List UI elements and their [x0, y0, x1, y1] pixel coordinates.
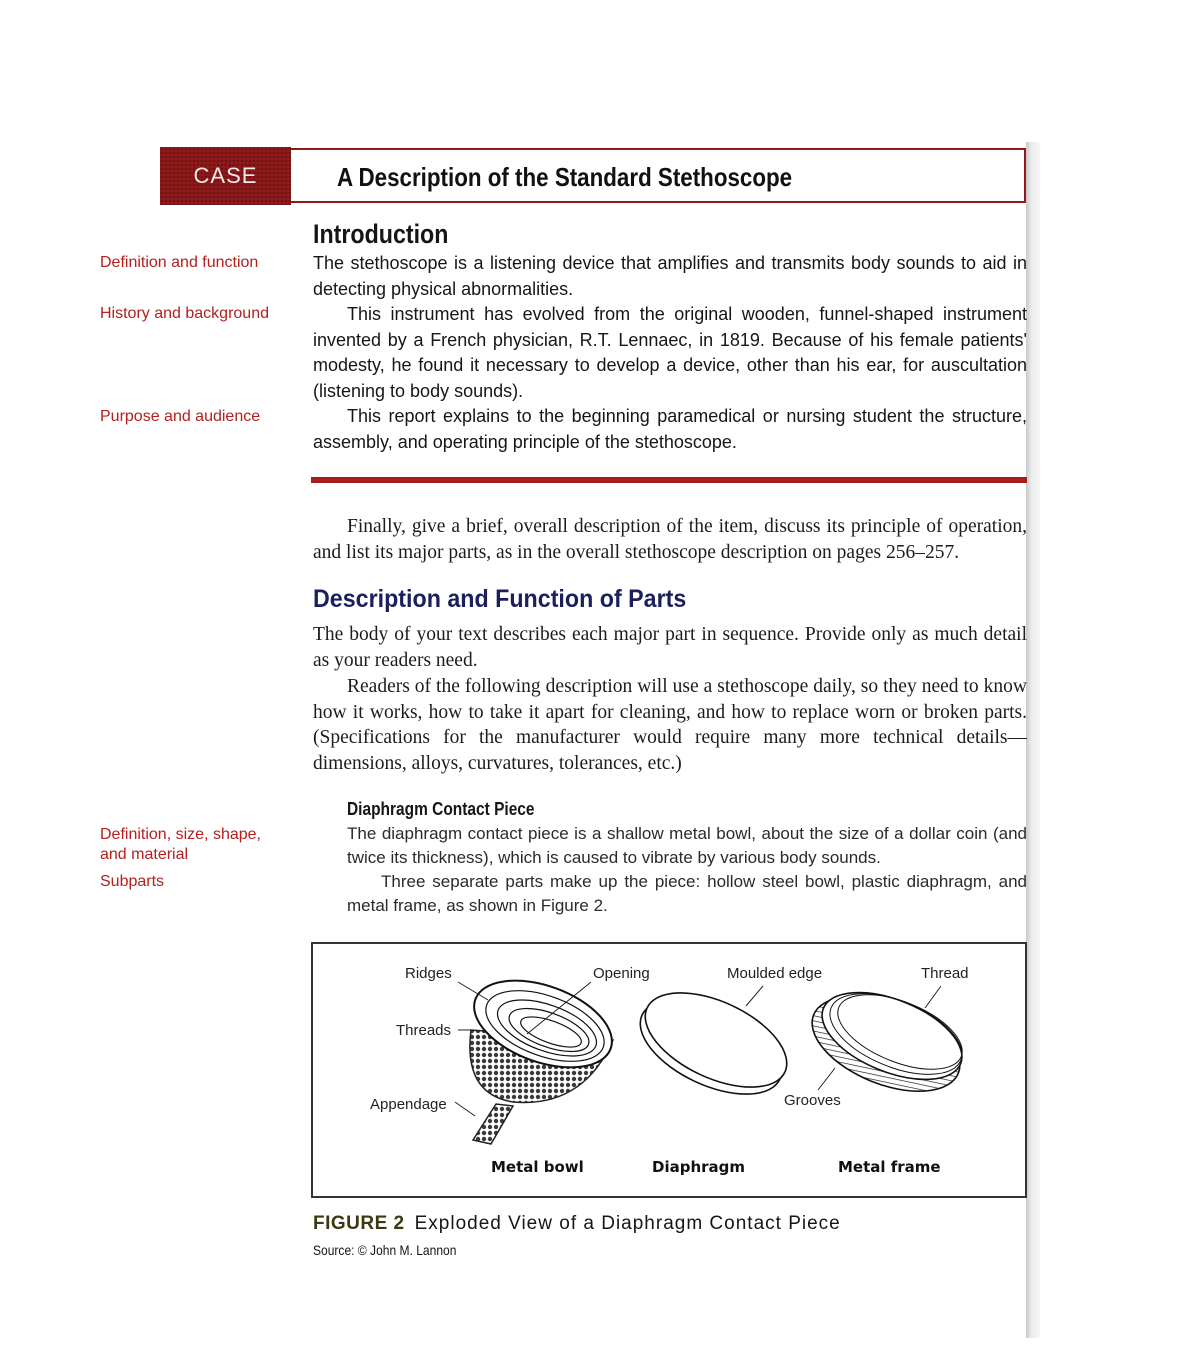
diaphragm-drawing — [626, 973, 801, 1113]
margin-note-subparts: Subparts — [100, 873, 165, 890]
case-title: A Description of the Standard Stethoscope — [337, 162, 793, 192]
part-label-metal-frame: Metal frame — [838, 1158, 941, 1176]
label-moulded-edge: Moulded edge — [727, 965, 823, 982]
diaphragm-paragraph: Three separate parts make up the piece: hollow steel bowl, plastic diaphragm, and metal frame, as shown in Figure 2. — [347, 872, 1027, 915]
finally-paragraph: Finally, give a brief, overall description of the item, discuss its principle of operation, and list its major parts, as in the overall stethoscope description on pages 256–257. — [313, 516, 1027, 563]
margin-note-definition: Definition and function — [100, 254, 259, 271]
intro-paragraph: This report explains to the beginning paramedical or nursing student the structure, assembly, and operating principle of the stethoscope. — [313, 406, 1027, 452]
label-thread: Thread — [921, 965, 969, 982]
diaphragm-heading: Diaphragm Contact Piece — [347, 799, 535, 819]
metal-bowl-drawing — [455, 964, 624, 1144]
label-ridges: Ridges — [405, 965, 452, 982]
figure-source: Source: © John M. Lannon — [313, 1242, 457, 1258]
label-grooves: Grooves — [784, 1092, 841, 1109]
figure-caption — [313, 1213, 841, 1235]
exploded-view-figure — [313, 944, 1025, 1196]
figure-caption-text: Exploded View of a Diaphragm Contact Piece — [414, 1213, 841, 1234]
label-threads: Threads — [396, 1022, 452, 1039]
section-heading: Description and Function of Parts — [313, 585, 687, 613]
part-label-metal-bowl: Metal bowl — [491, 1158, 584, 1176]
margin-note-size-shape: Definition, size, shape, and material — [100, 826, 261, 863]
figure-number: FIGURE 2 — [313, 1213, 405, 1234]
part-label-diaphragm: Diaphragm — [652, 1158, 746, 1176]
case-tab-label: CASE — [193, 163, 258, 188]
margin-note-purpose: Purpose and audience — [100, 408, 261, 425]
body-paragraph: Readers of the following description will use a stethoscope daily, so they need to know how it works, how to take it apart for cleaning, and how to replace worn or broken parts. (Specifications for the manufacturer would require many more technical details—dimensions, alloys, curvatures, tolerances, etc.) — [313, 676, 1027, 775]
section-divider — [311, 477, 1027, 483]
diaphragm-paragraph: The diaphragm contact piece is a shallow metal bowl, about the size of a dollar coin (and twice its thickness), which is caused to vibrate by various body sounds. — [347, 824, 1027, 867]
body-paragraph: The body of your text describes each major part in sequence. Provide only as much detail as your readers need. — [313, 624, 1027, 671]
case-tab — [160, 147, 291, 205]
label-opening: Opening — [593, 965, 650, 982]
metal-frame-drawing — [799, 975, 974, 1110]
label-appendage: Appendage — [370, 1096, 447, 1113]
margin-note-history: History and background — [100, 305, 269, 322]
intro-paragraph: The stethoscope is a listening device that amplifies and transmits body sounds to aid in detecting physical abnormalities. — [313, 253, 1027, 299]
intro-heading: Introduction — [313, 219, 449, 249]
page-edge-shadow — [1026, 142, 1040, 1338]
intro-paragraph: This instrument has evolved from the original wooden, funnel-shaped instrument invented by a French physician, R.T. Lennaec, in 1819. Because of his female patients' modesty, he found it necessary to develop a device, other than his ear, for auscultation (listening to body sounds). — [313, 304, 1027, 401]
